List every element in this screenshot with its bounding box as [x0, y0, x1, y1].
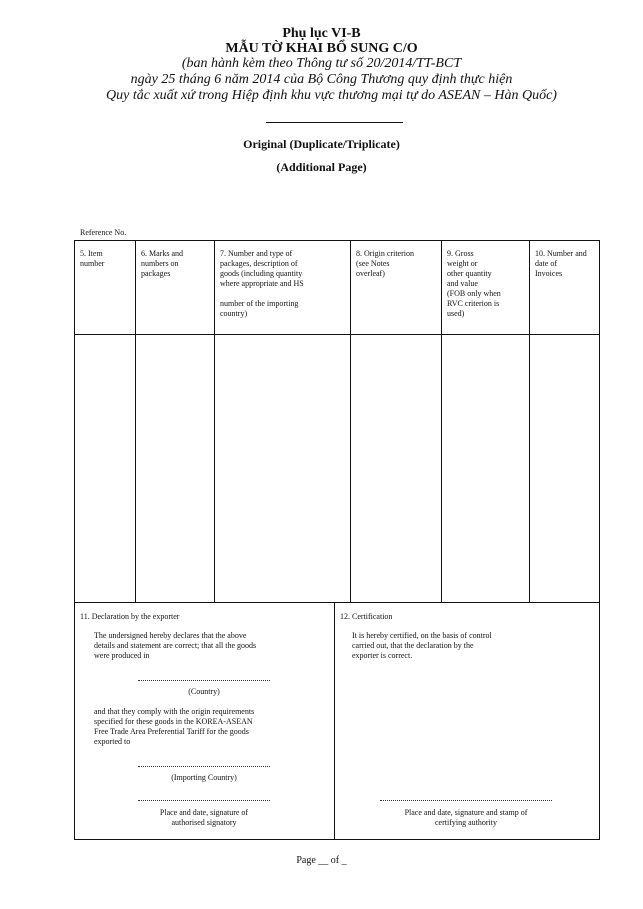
appendix-label: Phụ lục VI-B — [282, 26, 361, 41]
declaration-heading: 11. Declaration by the exporter — [80, 612, 180, 621]
original-label: Original (Duplicate/Triplicate) — [243, 137, 400, 151]
authority-signature-label: Place and date, signature and stamp of certifying authority — [404, 808, 528, 827]
column-divider — [350, 240, 351, 602]
header-row-divider — [74, 334, 600, 335]
declaration-paragraph-2: and that they comply with the origin requirements specified for these goods in the KOREA-ASEAN Free Trade Area Preferential Tariff for the goods exported to — [94, 707, 255, 746]
certification-heading: 12. Certification — [340, 612, 393, 621]
col-origin-criterion: 8. Origin criterion (see Notes overleaf) — [356, 249, 414, 278]
exporter-signature-label: Place and date, signature of authorised signatory — [159, 808, 249, 827]
form-title: MẪU TỜ KHAI BỔ SUNG C/O — [225, 41, 418, 56]
exporter-signature-dotted-line — [138, 800, 270, 801]
column-divider — [529, 240, 530, 602]
col-invoices: 10. Number and date of Invoices — [535, 249, 587, 278]
header-line-1: (ban hành kèm theo Thông tư số 20/2014/TT-BCT — [181, 56, 462, 71]
country-dotted-line — [138, 680, 270, 681]
header-divider — [266, 122, 403, 123]
country-label: (Country) — [188, 687, 220, 696]
box-divider — [334, 602, 335, 840]
col-marks-numbers: 6. Marks and numbers on packages — [141, 249, 183, 278]
col-item-number: 5. Item number — [80, 249, 105, 268]
column-divider — [135, 240, 136, 602]
importing-country-dotted-line — [138, 766, 270, 767]
header-line-2: ngày 25 tháng 6 năm 2014 của Bộ Công Thương quy định thực hiện — [130, 72, 513, 87]
header-line-3: Quy tắc xuất xứ trong Hiệp định khu vực thương mại tự do ASEAN – Hàn Quốc) — [106, 88, 557, 103]
page-number: Page __ of _ — [296, 855, 347, 866]
declaration-paragraph-1: The undersigned hereby declares that the above details and statement are correct; that all the goods were produced in — [94, 631, 257, 660]
column-divider — [441, 240, 442, 602]
reference-number-label: Reference No. — [80, 228, 127, 237]
section-divider — [74, 602, 600, 603]
certification-paragraph: It is hereby certified, on the basis of control carried out, that the declaration by the exporter is correct. — [352, 631, 492, 660]
authority-signature-dotted-line — [380, 800, 552, 801]
column-divider — [214, 240, 215, 602]
additional-page-label: (Additional Page) — [276, 160, 367, 174]
importing-country-label: (Importing Country) — [171, 773, 237, 782]
form-table — [74, 240, 600, 840]
col-packages-description: 7. Number and type of packages, description of goods (including quantity where appropriate and HS number of the importing country) — [220, 249, 304, 318]
col-gross-weight: 9. Gross weight or other quantity and value (FOB only when RVC criterion is used) — [447, 249, 501, 318]
